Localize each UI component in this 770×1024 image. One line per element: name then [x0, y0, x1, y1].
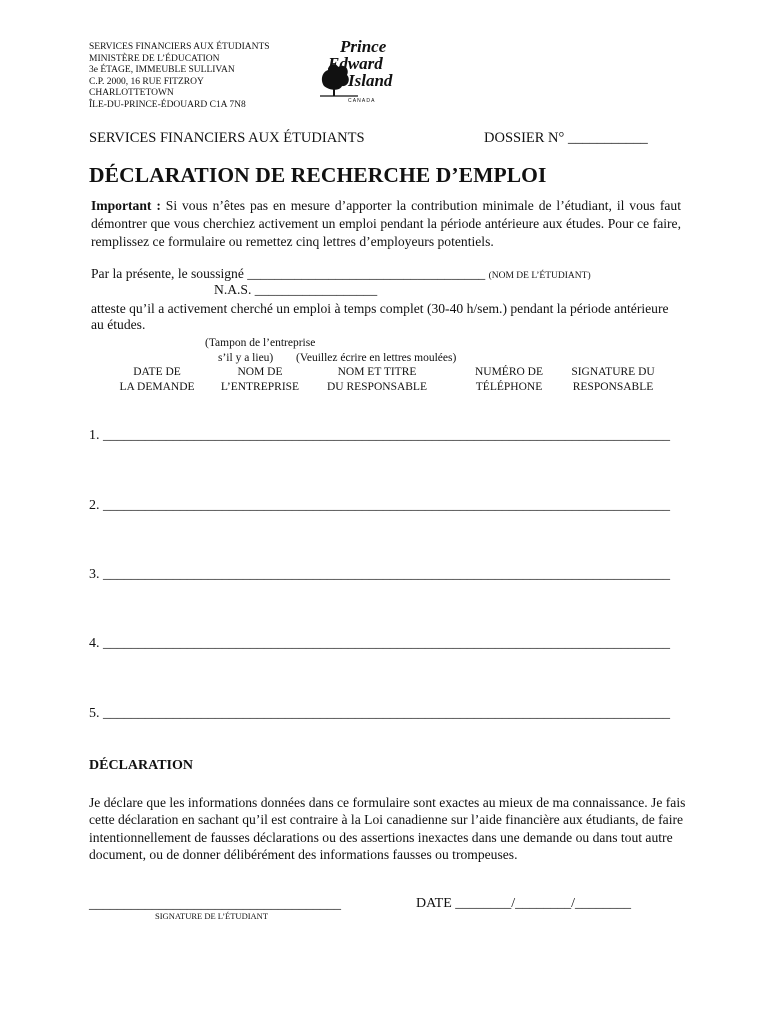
- logo-text-island: Island: [348, 71, 393, 90]
- col-header-line: DU RESPONSABLE: [326, 380, 427, 393]
- declaration-heading: DÉCLARATION: [89, 758, 193, 773]
- col-header-signature: [564, 365, 662, 394]
- col-header-line: DATE DE: [133, 366, 181, 378]
- col-header-line: NOM DE: [237, 366, 283, 378]
- address-line: CHARLOTTETOWN: [89, 88, 174, 99]
- date-field[interactable]: [416, 896, 631, 912]
- col-header-line: TÉLÉPHONE: [475, 380, 543, 393]
- table-row[interactable]: [89, 498, 670, 514]
- stamp-note: (Tampon de l’entreprise: [205, 337, 316, 349]
- row-blank[interactable]: _________________________________________________________________________________: [103, 498, 670, 513]
- col-header-line: LA DEMANDE: [119, 380, 195, 393]
- dossier-field[interactable]: [484, 130, 648, 147]
- row-blank[interactable]: _________________________________________________________________________________: [103, 567, 670, 582]
- table-row[interactable]: [89, 567, 670, 583]
- logo-text-canada: C A N A D A: [348, 98, 375, 104]
- dossier-label: DOSSIER N°: [484, 130, 565, 146]
- col-header-line: NOM ET TITRE: [337, 366, 417, 378]
- table-row[interactable]: [89, 636, 670, 652]
- table-row[interactable]: [89, 428, 670, 444]
- date-label: DATE: [416, 896, 452, 911]
- address-block: [89, 42, 270, 112]
- important-label: Important :: [91, 198, 161, 213]
- nas-line: [214, 282, 377, 298]
- logo-text-edward: Edward: [328, 54, 383, 73]
- nas-label: N.A.S.: [214, 282, 252, 297]
- dossier-blank[interactable]: ___________: [567, 130, 648, 146]
- col-header-phone: [463, 365, 555, 394]
- col-header-company: [212, 365, 308, 394]
- declaration-text: Je déclare que les informations données dans ce formulaire sont exactes au mieux de ma connaissance. Je fais cette déclaration en sachant qu’il est contraire à la Loi canadienne sur l’aide financière aux étudiants, de faire intentionnellement de fausses déclarations ou des assertions inexactes dans une demande ou dans tout autre document, ou de donner délibérément des informations fausses ou trompeuses.: [89, 795, 686, 862]
- page-title: DÉCLARATION DE RECHERCHE D’EMPLOI: [89, 163, 547, 187]
- print-note: (Veuillez écrire en lettres moulées): [296, 352, 457, 364]
- pei-logo: [318, 36, 410, 106]
- department-name: SERVICES FINANCIERS AUX ÉTUDIANTS: [89, 130, 365, 146]
- row-number: 5.: [89, 706, 100, 721]
- col-header-line: RESPONSABLE: [572, 380, 654, 393]
- row-number: 3.: [89, 567, 100, 582]
- col-header-date: [115, 365, 199, 394]
- stamp-note-2: s’il y a lieu): [218, 352, 274, 364]
- attestation-line: [91, 266, 591, 282]
- row-number: 2.: [89, 498, 100, 513]
- attestation-prefix: Par la présente, le soussigné: [91, 266, 244, 281]
- important-text: Si vous n’êtes pas en mesure d’apporter la contribution minimale de l’étudiant, il vous faut démontrer que vous cherchiez activement un emploi pendant la période antérieure aux études. Pour ce faire, remplissez ce formulaire ou remettez cinq lettres d’employeurs potentiels.: [91, 198, 682, 249]
- date-blank[interactable]: ________/________/________: [455, 896, 632, 911]
- col-header-line: NUMÉRO DE: [474, 366, 544, 378]
- student-signature-label: SIGNATURE DE L’ÉTUDIANT: [155, 911, 269, 921]
- nas-field[interactable]: __________________: [254, 282, 378, 297]
- col-header-contact: [318, 365, 436, 394]
- table-row[interactable]: [89, 706, 670, 722]
- col-header-line: SIGNATURE DU: [571, 366, 655, 378]
- row-number: 4.: [89, 636, 100, 651]
- row-blank[interactable]: _________________________________________________________________________________: [103, 706, 670, 721]
- student-name-note: (NOM DE L’ÉTUDIANT): [488, 271, 591, 281]
- attestation-statement: atteste qu’il a activement cherché un emploi à temps complet (30-40 h/sem.) pendant la période antérieure au études.: [91, 301, 669, 332]
- important-notice: [91, 197, 681, 251]
- logo-text-prince: Prince: [340, 37, 387, 56]
- address-line: SERVICES FINANCIERS AUX ÉTUDIANTS: [89, 42, 270, 52]
- row-number: 1.: [89, 428, 100, 443]
- address-line: MINISTÈRE DE L’ÉDUCATION: [89, 53, 220, 64]
- address-line: ÎLE-DU-PRINCE-ÉDOUARD C1A 7N8: [89, 99, 246, 110]
- student-signature-field[interactable]: ____________________________________: [89, 897, 341, 912]
- address-line: C.P. 2000, 16 RUE FITZROY: [89, 76, 204, 87]
- student-name-field[interactable]: ___________________________________: [247, 266, 486, 281]
- row-blank[interactable]: _________________________________________________________________________________: [103, 428, 670, 443]
- row-blank[interactable]: _________________________________________________________________________________: [103, 636, 670, 651]
- address-line: 3e ÉTAGE, IMMEUBLE SULLIVAN: [89, 65, 235, 76]
- col-header-line: L’ENTREPRISE: [220, 380, 300, 393]
